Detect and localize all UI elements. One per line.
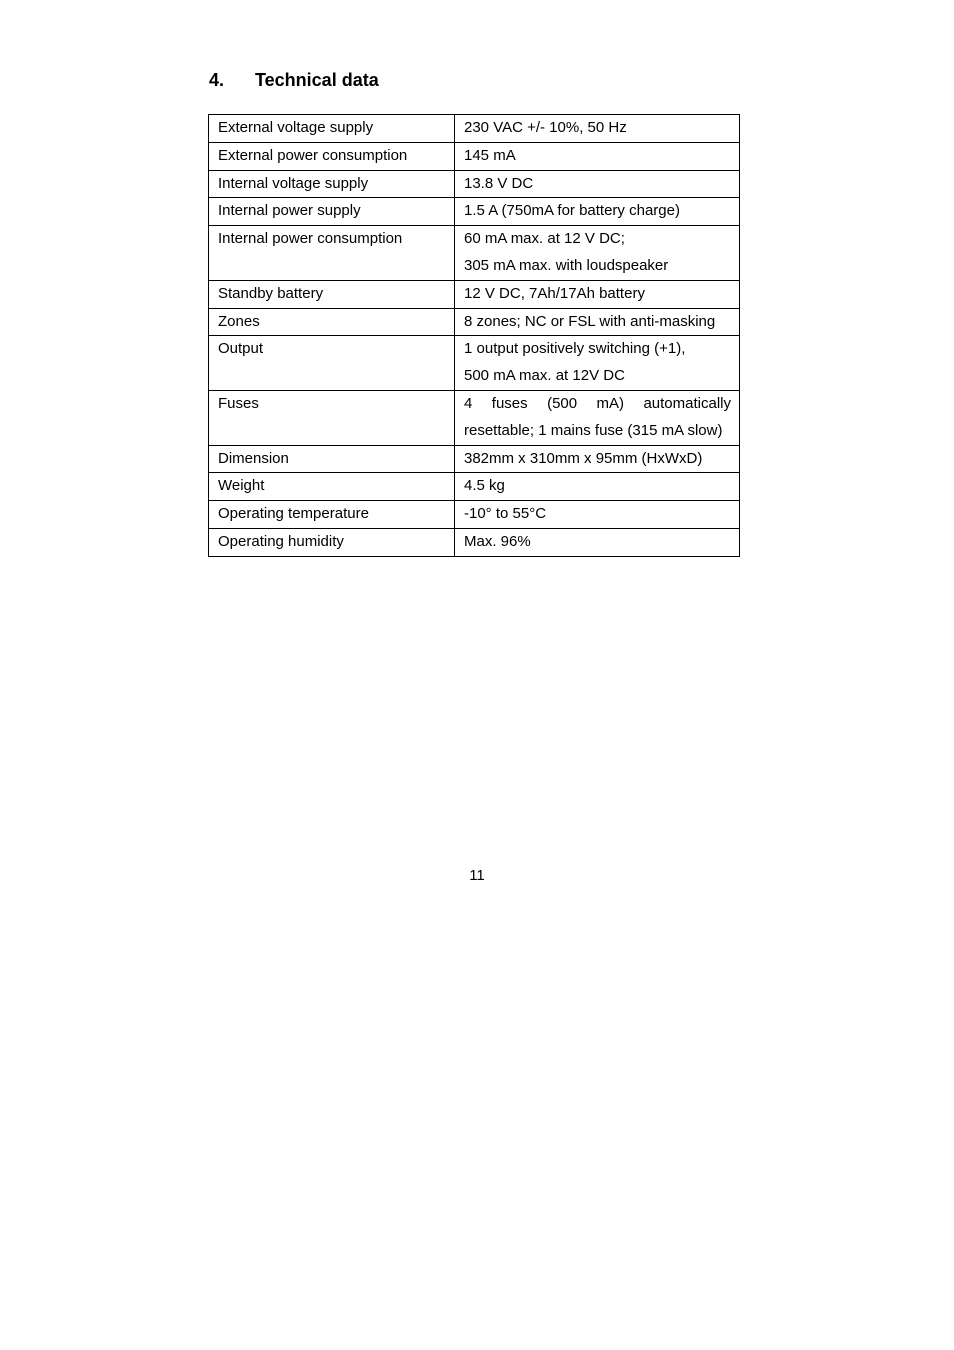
spec-label: Standby battery: [209, 280, 455, 308]
spec-label: External voltage supply: [209, 115, 455, 143]
spec-label: Internal power consumption: [209, 226, 455, 281]
table-row: [209, 528, 740, 556]
table-row: [209, 445, 740, 473]
spec-value-line: 12 V DC, 7Ah/17Ah battery: [464, 284, 645, 302]
spec-value: [455, 528, 740, 556]
section-number: 4.: [209, 70, 225, 90]
spec-label: Fuses: [209, 390, 455, 445]
spec-value-line: Max. 96%: [464, 532, 531, 550]
table-row: [209, 390, 740, 445]
spec-value-line: 4.5 kg: [464, 477, 505, 495]
spec-label: Dimension: [209, 445, 455, 473]
table-row: [209, 336, 740, 391]
table-row: [209, 308, 740, 336]
spec-value-line: 1.5 A (750mA for battery charge): [464, 202, 680, 220]
spec-value: [455, 336, 740, 391]
table-row: [209, 170, 740, 198]
section-heading: [209, 68, 379, 92]
spec-label: Internal voltage supply: [209, 170, 455, 198]
spec-value-line: 230 VAC +/- 10%, 50 Hz: [464, 119, 627, 136]
spec-label: Weight: [209, 473, 455, 501]
technical-data-table-body: [209, 115, 740, 557]
spec-value-line: 8 zones; NC or FSL with anti-masking: [464, 312, 716, 330]
spec-label: Operating humidity: [209, 528, 455, 556]
spec-value-line: 1 output positively switching (+1),: [464, 340, 686, 358]
spec-label: Operating temperature: [209, 501, 455, 529]
spec-value: [455, 115, 740, 143]
spec-value: [455, 142, 740, 170]
spec-value-line: 145 mA: [464, 146, 516, 164]
spec-value-line: 500 mA max. at 12V DC: [464, 367, 625, 385]
technical-data-table: [208, 114, 740, 557]
table-row: [209, 142, 740, 170]
spec-value: [455, 390, 740, 445]
table-row: [209, 280, 740, 308]
table-row: [209, 198, 740, 226]
spec-value-line: 382mm x 310mm x 95mm (HxWxD): [464, 449, 703, 467]
spec-value: [455, 198, 740, 226]
spec-value: [455, 280, 740, 308]
spec-value-line: 60 mA max. at 12 V DC;: [464, 230, 625, 248]
table-row: [209, 226, 740, 281]
spec-value: [455, 445, 740, 473]
section-title: Technical data: [255, 70, 379, 90]
spec-value-line: 4 fuses (500 mA) automatically resettable; 1 mains fuse (315 mA slow): [464, 394, 731, 439]
spec-value-line: 13.8 V DC: [464, 174, 534, 192]
spec-label: Output: [209, 336, 455, 391]
spec-value: [455, 501, 740, 529]
spec-label: Zones: [209, 308, 455, 336]
page-number: 11: [469, 867, 485, 884]
spec-value: [455, 170, 740, 198]
table-row: [209, 115, 740, 143]
spec-value-line: -10° to 55°C: [464, 505, 547, 523]
spec-value: [455, 226, 740, 281]
spec-value-line: 305 mA max. with loudspeaker: [464, 256, 669, 274]
spec-label: External power consumption: [209, 142, 455, 170]
table-row: [209, 501, 740, 529]
spec-label: Internal power supply: [209, 198, 455, 226]
table-row: [209, 473, 740, 501]
spec-value: [455, 308, 740, 336]
spec-value: [455, 473, 740, 501]
